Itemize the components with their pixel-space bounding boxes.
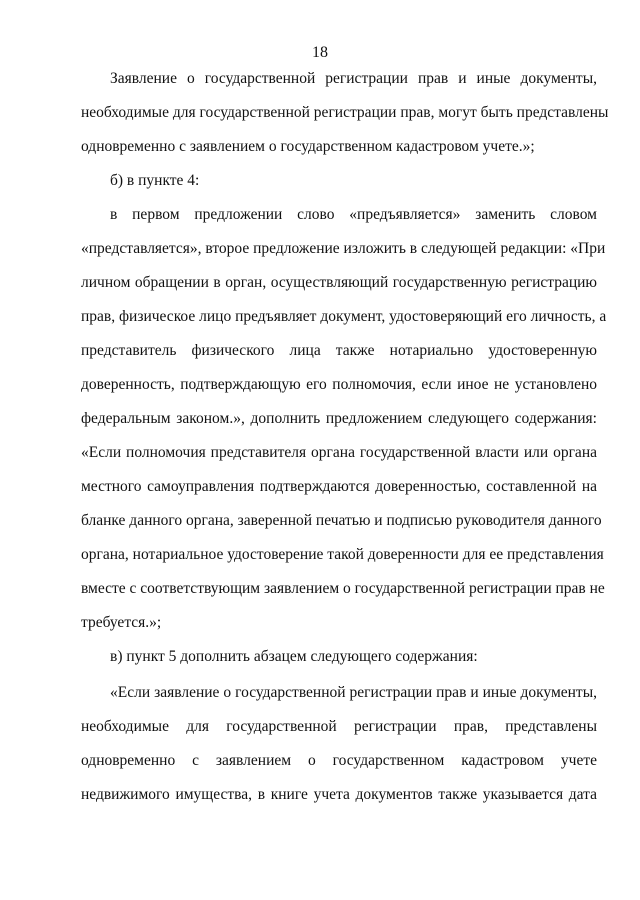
text-line: «Если заявление о государственной регистрации прав и иные документы, <box>110 684 597 701</box>
text-line: местного самоуправления подтверждаются доверенностью, составленной на <box>81 478 597 495</box>
text-line: в первом предложении слово «предъявляется» заменить словом <box>110 206 597 223</box>
text-line: вместе с соответствующим заявлением о государственной регистрации прав не <box>81 580 605 597</box>
text-line: одновременно с заявлением о государственном кадастровом учете.»; <box>81 138 535 155</box>
text-line: доверенность, подтверждающую его полномочия, если иное не установлено <box>81 376 597 393</box>
text-line: бланке данного органа, заверенной печатью и подписью руководителя данного <box>81 512 602 529</box>
text-line: необходимые для государственной регистрации прав, представлены <box>81 718 597 735</box>
page-number: 18 <box>312 44 328 61</box>
text-line: необходимые для государственной регистрации прав, могут быть представлены <box>81 104 609 121</box>
text-line: в) пункт 5 дополнить абзацем следующего содержания: <box>110 648 478 665</box>
text-line: «представляется», второе предложение изложить в следующей редакции: «При <box>81 240 606 257</box>
text-line: требуется.»; <box>81 614 162 631</box>
text-line: личном обращении в орган, осуществляющий государственную регистрацию <box>81 274 597 291</box>
text-line: органа, нотариальное удостоверение такой доверенности для ее представления <box>81 546 604 563</box>
text-line: прав, физическое лицо предъявляет документ, удостоверяющий его личность, а <box>81 308 607 325</box>
text-line: представитель физического лица также нотариально удостоверенную <box>81 342 597 359</box>
text-line: федеральным законом.», дополнить предложением следующего содержания: <box>81 410 597 427</box>
text-line: одновременно с заявлением о государственном кадастровом учете <box>81 752 597 769</box>
text-line: Заявление о государственной регистрации прав и иные документы, <box>110 70 597 87</box>
text-line: недвижимого имущества, в книге учета документов также указывается дата <box>81 786 597 803</box>
text-line: «Если полномочия представителя органа государственной власти или органа <box>81 444 597 461</box>
text-line: б) в пункте 4: <box>110 172 200 189</box>
